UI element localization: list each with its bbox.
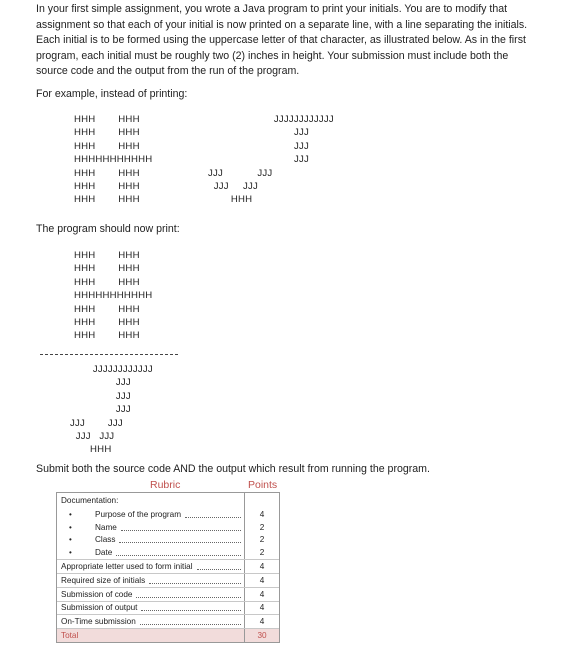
leader-dots <box>141 604 241 611</box>
new-initial-h: HHH HHH HHH HHH HHH HHH HHHHHHHHHHH HHH HHH HHH HHH HHH HHH <box>74 250 153 342</box>
rubric-item-label: Appropriate letter used to form initial <box>61 562 193 572</box>
rubric-row-total <box>57 629 279 642</box>
rubric-row-date <box>57 546 279 560</box>
rubric-item-label: Class <box>95 535 116 545</box>
intro-paragraph: In your first simple assignment, you wrote a Java program to print your initials. You are to modify that assignment so that each of your initial is now printed on a separate line, with a line separating the initials. Each initial is to be formed using the uppercase letter of that character, as illustrated below. As in the first program, each initial must be roughly two (2) inches in height. Your submission must include both the source code and the output from the run of the program. <box>36 3 528 78</box>
example-label: For example, instead of printing: <box>36 88 188 100</box>
rubric-item-points: 4 <box>244 574 279 587</box>
submit-instruction: Submit both the source code AND the output which result from running the program. <box>36 463 430 475</box>
rubric-points-cell <box>244 493 279 508</box>
rubric-row-documentation <box>57 493 279 508</box>
rubric-header-label: Rubric <box>150 479 181 491</box>
rubric-item-points: 4 <box>244 588 279 601</box>
rubric-item-points: 4 <box>244 615 279 628</box>
rubric-item-points: 2 <box>244 534 279 547</box>
example-initial-j: JJJJJJJJJJJJ JJJ JJJ JJJ JJJ JJJ JJJ JJJ HHH <box>208 114 334 206</box>
new-initial-j: JJJJJJJJJJJJ JJJ JJJ JJJ JJJ JJJ JJJ JJJ HHH <box>70 364 153 456</box>
leader-dots <box>116 549 241 556</box>
leader-dots <box>149 577 241 584</box>
rubric-documentation-label: Documentation: <box>61 496 119 505</box>
bullet-icon: • <box>69 522 72 532</box>
rubric-row-appropriate-letter <box>57 560 279 574</box>
rubric-row-on-time <box>57 615 279 629</box>
rubric-item-label: Required size of initials <box>61 575 146 585</box>
leader-dots <box>121 524 241 531</box>
leader-dots <box>119 536 241 543</box>
bullet-icon: • <box>69 548 72 558</box>
rubric-row-purpose <box>57 508 279 521</box>
rubric-row-class <box>57 534 279 547</box>
rubric-row-name <box>57 521 279 534</box>
rubric-row-submission-output <box>57 602 279 616</box>
rubric-item-label: On-Time submission <box>61 617 136 627</box>
rubric-item-label: Date <box>95 548 113 558</box>
rubric-body <box>56 492 280 643</box>
rubric-item-points: 2 <box>244 521 279 534</box>
bullet-icon: • <box>69 509 72 519</box>
example-initial-h: HHH HHH HHH HHH HHH HHH HHHHHHHHHHH HHH HHH HHH HHH HHH HHH <box>74 114 153 206</box>
rubric-item-label: Submission of code <box>61 589 133 599</box>
leader-dots <box>185 511 241 518</box>
now-label: The program should now print: <box>36 223 180 235</box>
rubric-total-label: Total <box>61 631 79 641</box>
rubric-item-label: Submission of output <box>61 603 138 613</box>
leader-dots <box>197 563 241 570</box>
leader-dots <box>140 618 241 625</box>
rubric-item-points: 4 <box>244 508 279 521</box>
rubric-row-required-size <box>57 574 279 588</box>
rubric-total-points: 30 <box>244 629 279 642</box>
rubric-header <box>56 479 280 492</box>
bullet-icon: • <box>69 535 72 545</box>
rubric-item-label: Purpose of the program <box>95 509 182 519</box>
rubric-item-points: 2 <box>244 546 279 559</box>
rubric-item-label: Name <box>95 522 117 532</box>
rubric-table <box>56 479 280 643</box>
rubric-item-points: 4 <box>244 602 279 615</box>
rubric-row-submission-code <box>57 588 279 602</box>
rubric-item-points: 4 <box>244 560 279 573</box>
rubric-header-points: Points <box>248 479 278 491</box>
initials-divider <box>40 354 178 355</box>
leader-dots <box>136 591 241 598</box>
